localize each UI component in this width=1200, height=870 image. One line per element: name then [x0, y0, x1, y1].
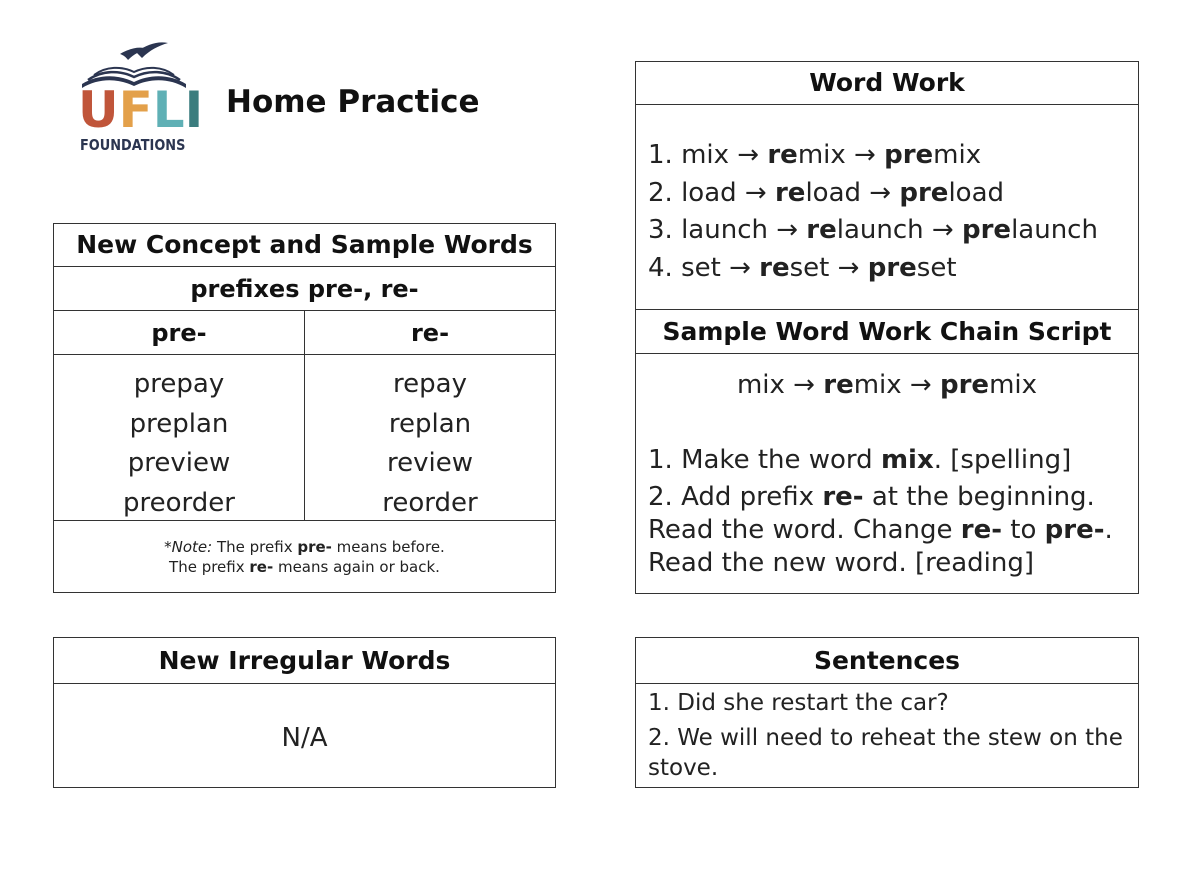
item-number: 2. — [648, 177, 682, 208]
chain-steps — [636, 400, 1138, 580]
sample-word: repay — [393, 369, 467, 399]
chain-step-2 — [648, 481, 1138, 514]
concept-header: New Concept and Sample Words — [54, 224, 555, 267]
arrow: → — [845, 140, 885, 170]
sentences-box — [635, 637, 1139, 788]
prefix: re — [823, 370, 854, 400]
item-number: 1. — [648, 140, 682, 170]
note-line-1 — [54, 537, 555, 557]
root: launch — [836, 215, 924, 245]
sample-word: review — [387, 448, 473, 478]
sample-word: preplan — [129, 408, 229, 439]
column-header-re: re- — [410, 319, 450, 347]
sample-word: preview — [127, 448, 231, 478]
irregular-value: N/A — [281, 723, 328, 753]
item-number: 3. — [648, 215, 682, 245]
base-word: launch — [681, 215, 768, 245]
chain-example — [636, 354, 1138, 400]
root: launch — [1011, 215, 1098, 245]
arrow: → — [720, 252, 760, 283]
root: mix — [933, 140, 982, 170]
note-label: *Note: — [164, 538, 213, 556]
step-text: Read the word. Change — [648, 515, 961, 545]
chain-script-header: Sample Word Work Chain Script — [636, 310, 1138, 354]
root: set — [789, 252, 830, 283]
chain-step-2-read — [648, 514, 1138, 547]
prefix: re — [806, 215, 837, 245]
arrow: → — [729, 140, 768, 170]
word-chain-item — [648, 175, 1138, 213]
step-word: mix — [880, 445, 934, 475]
base-word: mix — [736, 370, 785, 400]
prefix: pre — [899, 177, 949, 208]
sentence-2: 2. We will need to reheat the stew on the stove. — [648, 725, 1123, 781]
pre-words-column — [54, 355, 305, 520]
sample-words — [54, 355, 555, 521]
sample-word: reorder — [382, 487, 478, 518]
logo-letter-l: L — [152, 81, 184, 139]
concept-column-headers — [54, 311, 555, 355]
arrow: → — [736, 177, 775, 208]
re-words-column — [305, 355, 555, 520]
irregular-words-box — [53, 637, 556, 788]
step-text: to — [1002, 515, 1045, 545]
arrow: → — [861, 177, 900, 208]
step-prefix: pre- — [1044, 515, 1105, 545]
word-chain-item — [648, 212, 1138, 250]
root: mix — [853, 370, 902, 400]
root: load — [805, 177, 862, 208]
prefix: re — [767, 140, 798, 170]
arrow: → — [784, 370, 824, 400]
prefix: pre — [867, 252, 917, 283]
concept-subheader: prefixes pre-, re- — [54, 267, 555, 311]
prefix: re — [774, 177, 806, 208]
sentences-header: Sentences — [636, 638, 1138, 684]
sentence-1: 1. Did she restart the car? — [648, 690, 949, 716]
note-text: means again or back. — [273, 558, 440, 576]
irregular-header: New Irregular Words — [54, 638, 555, 684]
concept-table — [53, 223, 556, 593]
note-prefix-re: re- — [249, 558, 274, 576]
prefix: pre — [961, 215, 1012, 245]
arrow: → — [923, 215, 962, 245]
step-text: 2. Add prefix — [648, 482, 823, 512]
logo-letters — [78, 81, 203, 139]
root: load — [948, 177, 1005, 208]
note-line-2 — [54, 557, 555, 577]
ufli-logo — [78, 40, 203, 158]
base-word: set — [681, 252, 721, 283]
prefix: re — [759, 252, 790, 283]
logo-subtitle: FOUNDATIONS — [80, 136, 186, 154]
base-word: load — [681, 177, 737, 208]
root: mix — [989, 370, 1037, 400]
word-chain-item — [648, 250, 1138, 288]
prefix: pre — [939, 370, 990, 400]
chain-step-2-reread: Read the new word. [reading] — [648, 548, 1035, 578]
chain-step-1 — [648, 444, 1138, 477]
page-title: Home Practice — [226, 84, 480, 120]
step-prefix: re- — [822, 482, 864, 512]
logo-letter-f: F — [118, 81, 152, 139]
note-text: means before. — [331, 538, 445, 556]
step-text: at the beginning. — [863, 482, 1095, 512]
root: set — [916, 252, 957, 283]
step-text: . — [1104, 515, 1113, 545]
item-number: 4. — [648, 252, 682, 283]
sample-word: replan — [388, 408, 472, 439]
arrow: → — [767, 215, 807, 245]
note-text: The prefix — [212, 538, 298, 556]
sample-word: preorder — [123, 487, 235, 518]
concept-note — [54, 521, 555, 577]
arrow: → — [829, 252, 868, 283]
note-prefix-pre: pre- — [297, 538, 332, 556]
word-chain-item — [648, 137, 1138, 175]
note-text: The prefix — [169, 558, 250, 576]
sample-word: prepay — [133, 369, 225, 399]
step-text: . [spelling] — [933, 445, 1072, 475]
root: mix — [797, 140, 846, 170]
step-prefix: re- — [960, 515, 1003, 545]
arrow: → — [901, 370, 940, 400]
logo-letter-u: U — [78, 81, 118, 139]
word-work-header: Word Work — [636, 62, 1138, 105]
logo-letter-i: I — [184, 81, 203, 139]
base-word: mix — [681, 140, 730, 170]
word-work-box — [635, 61, 1139, 594]
step-text: 1. Make the word — [648, 445, 881, 475]
word-work-list — [636, 105, 1138, 310]
prefix: pre — [884, 140, 934, 170]
column-header-pre: pre- — [54, 311, 305, 354]
